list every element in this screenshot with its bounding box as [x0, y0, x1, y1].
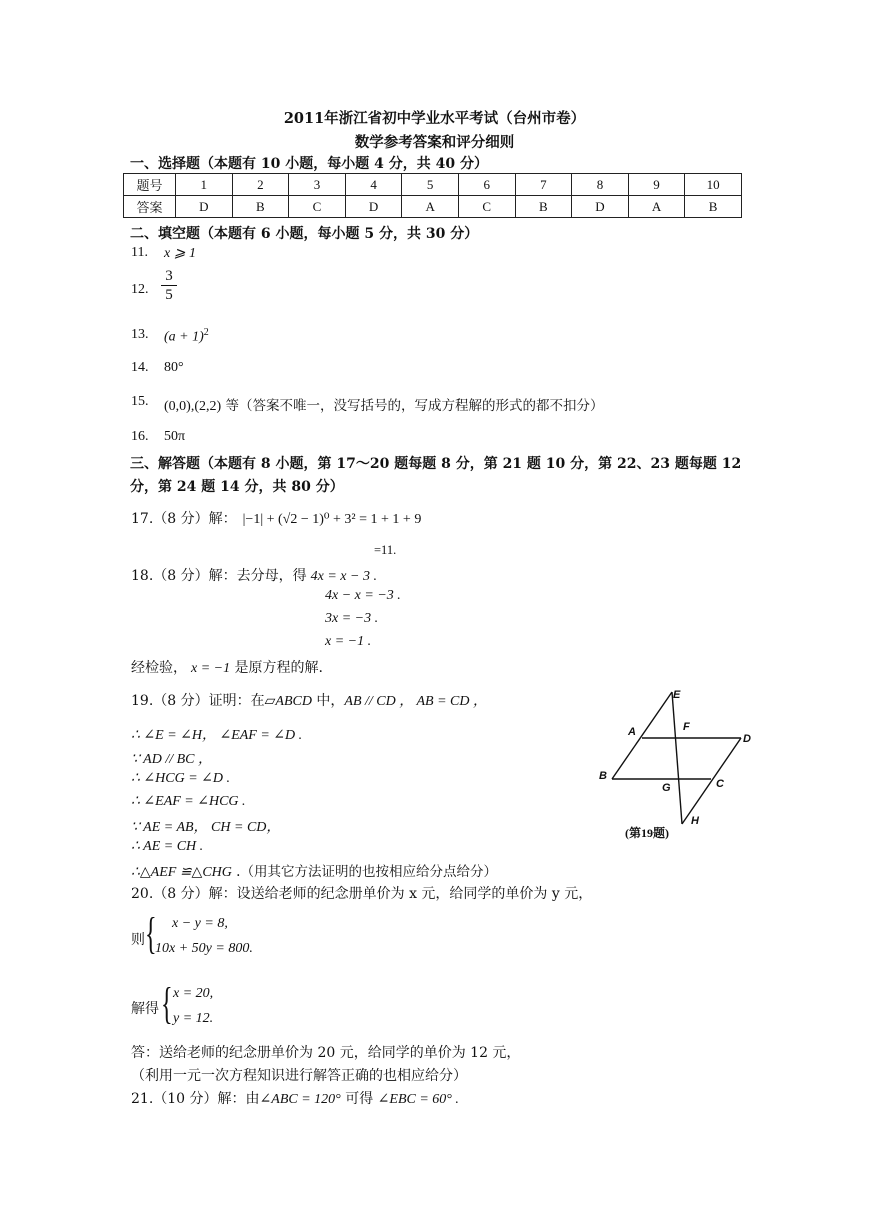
q17-line	[131, 508, 421, 528]
q19-mid: 中，	[311, 693, 345, 709]
q17-prefix: 17.（8 分）解：	[131, 511, 237, 527]
q18-step3: 3x = −3 .	[325, 611, 379, 626]
q19-step4: ∴ ∠EAF = ∠HCG .	[131, 794, 246, 809]
table-cell: D	[176, 196, 233, 218]
table-cell: B	[685, 196, 742, 218]
table-cell: 5	[402, 174, 459, 196]
q20-sol1: x = 20,	[173, 986, 214, 1001]
q19-step2: ∵ AD // BC ，	[131, 752, 212, 767]
figure-label-D: D	[743, 733, 751, 745]
q15-answer	[164, 394, 603, 415]
table-cell: C	[458, 196, 515, 218]
q21-expr2: ∠EBC = 60° .	[377, 1092, 459, 1107]
q18-step4: x = −1 .	[325, 634, 372, 649]
table-cell: D	[572, 196, 629, 218]
q15-value: (0,0),(2,2)	[164, 399, 222, 414]
table-cell: 8	[572, 174, 629, 196]
section1-heading: 一、选择题（本题有 10 小题，每小题 4 分，共 40 分）	[130, 156, 488, 172]
q20-eq1: x − y = 8,	[172, 916, 228, 931]
q20-answer: 答：送给老师的纪念册单价为 20 元，给同学的单价为 12 元，	[131, 1045, 521, 1061]
q19-step6: ∴ AE = CH .	[131, 839, 204, 854]
q13-answer	[164, 327, 209, 346]
q18-line	[131, 565, 377, 585]
q21-expr1: ∠ABC = 120°	[259, 1092, 341, 1107]
table-cell: A	[628, 196, 685, 218]
line-EH	[672, 692, 682, 824]
answer-table	[123, 173, 742, 218]
table-row	[124, 196, 742, 218]
section2-heading: 二、填空题（本题有 6 小题，每小题 5 分，共 30 分）	[130, 226, 479, 242]
page-subtitle: 数学参考答案和评分细则	[354, 134, 515, 151]
q13-expr: (a + 1)	[164, 329, 204, 345]
figure-label-E: E	[673, 689, 681, 701]
q19-step5: ∵ AE = AB， CH = CD，	[131, 820, 281, 835]
q18-step2: 4x − x = −3 .	[325, 588, 401, 603]
q19-given: AB // CD ， AB = CD ，	[344, 694, 487, 709]
q19-step3: ∴ ∠HCG = ∠D .	[131, 771, 230, 786]
figure-label-A: A	[628, 726, 636, 738]
table-cell: A	[402, 196, 459, 218]
line-BE	[612, 692, 672, 779]
q15-number: 15.	[131, 394, 149, 409]
table-cell: C	[289, 196, 346, 218]
q20-eq2: 10x + 50y = 800.	[155, 941, 253, 956]
table-cell: 10	[685, 174, 742, 196]
figure-label-G: G	[662, 782, 671, 794]
q13-number: 13.	[131, 327, 149, 342]
q20-then: 则	[131, 932, 145, 948]
q17-expression: |−1| + (√2 − 1)⁰ + 3² = 1 + 1 + 9	[242, 512, 422, 527]
q17-result: =11.	[374, 543, 397, 557]
q19-abcd: ABCD	[275, 694, 312, 709]
table-row-label: 题号	[124, 174, 176, 196]
q19-prefix: 19.（8 分）证明：在	[131, 693, 265, 709]
q12-numerator: 3	[161, 267, 177, 286]
q18-check-post: 是原方程的解.	[230, 660, 324, 676]
figure-label-B: B	[599, 770, 607, 782]
table-row-label: 答案	[124, 196, 176, 218]
q21-mid: 可得	[340, 1091, 378, 1107]
figure-label-H: H	[691, 815, 699, 827]
q11-answer: x ⩾ 1	[164, 246, 196, 261]
q14-number: 14.	[131, 360, 149, 375]
q20-note: （利用一元一次方程知识进行解答正确的也相应给分）	[131, 1068, 467, 1084]
q16-answer: 50π	[164, 429, 186, 444]
q20-solution-brace: {	[161, 979, 173, 1028]
q16-number: 16.	[131, 429, 149, 444]
q14-answer: 80°	[164, 360, 184, 375]
section3-heading-line1: 三、解答题（本题有 8 小题，第 17～20 题每题 8 分，第 21 题 10 分，第 22、23 题每题 12	[130, 456, 742, 472]
table-cell: 6	[458, 174, 515, 196]
section3-heading-line2: 分，第 24 题 14 分，共 80 分）	[130, 479, 344, 495]
figure-label-C: C	[716, 778, 724, 790]
q13-exponent: 2	[203, 327, 209, 338]
q19-note: .（用其它方法证明的也按相应给分点给分）	[231, 864, 497, 880]
line-DH	[682, 738, 741, 824]
q20-brace: {	[145, 909, 157, 958]
q11-number: 11.	[131, 245, 148, 260]
table-cell: 4	[345, 174, 402, 196]
q20-solve: 解得	[131, 1001, 159, 1017]
page-title: 2011年浙江省初中学业水平考试（台州市卷）	[283, 110, 586, 127]
q20-sol2: y = 12.	[173, 1011, 214, 1026]
figure-caption: (第19题)	[625, 826, 669, 840]
q18-check	[131, 657, 323, 677]
q15-note: 等（答案不唯一，没写括号的，写成方程解的形式的都不扣分）	[221, 398, 604, 414]
q18-check-pre: 经检验，	[131, 660, 187, 676]
table-cell: D	[345, 196, 402, 218]
parallelogram-symbol: ▱	[264, 694, 276, 709]
q20-line1: 20.（8 分）解：设送给老师的纪念册单价为 x 元，给同学的单价为 y 元，	[131, 886, 593, 902]
table-cell: 1	[176, 174, 233, 196]
q18-prefix: 18.（8 分）解：去分母，得	[131, 568, 307, 584]
table-cell: 2	[232, 174, 289, 196]
table-cell: 7	[515, 174, 572, 196]
figure-label-F: F	[683, 721, 690, 733]
q19-conclusion: ∴△AEF ≌△CHG	[131, 865, 232, 880]
table-row	[124, 174, 742, 196]
q19-line	[131, 690, 487, 710]
q21-line	[131, 1088, 459, 1108]
q21-prefix: 21.（10 分）解：由	[131, 1091, 260, 1107]
q18-check-eq: x = −1	[191, 661, 231, 676]
table-cell: 3	[289, 174, 346, 196]
q18-step1: 4x = x − 3 .	[310, 569, 377, 584]
table-cell: 9	[628, 174, 685, 196]
q12-denominator: 5	[165, 287, 173, 303]
table-cell: B	[515, 196, 572, 218]
q19-step1: ∴ ∠E = ∠H， ∠EAF = ∠D .	[131, 728, 303, 743]
q12-fraction	[161, 267, 177, 304]
q19-step7	[131, 860, 497, 881]
q19-figure	[595, 688, 765, 838]
table-cell: B	[232, 196, 289, 218]
q12-number: 12.	[131, 282, 149, 297]
